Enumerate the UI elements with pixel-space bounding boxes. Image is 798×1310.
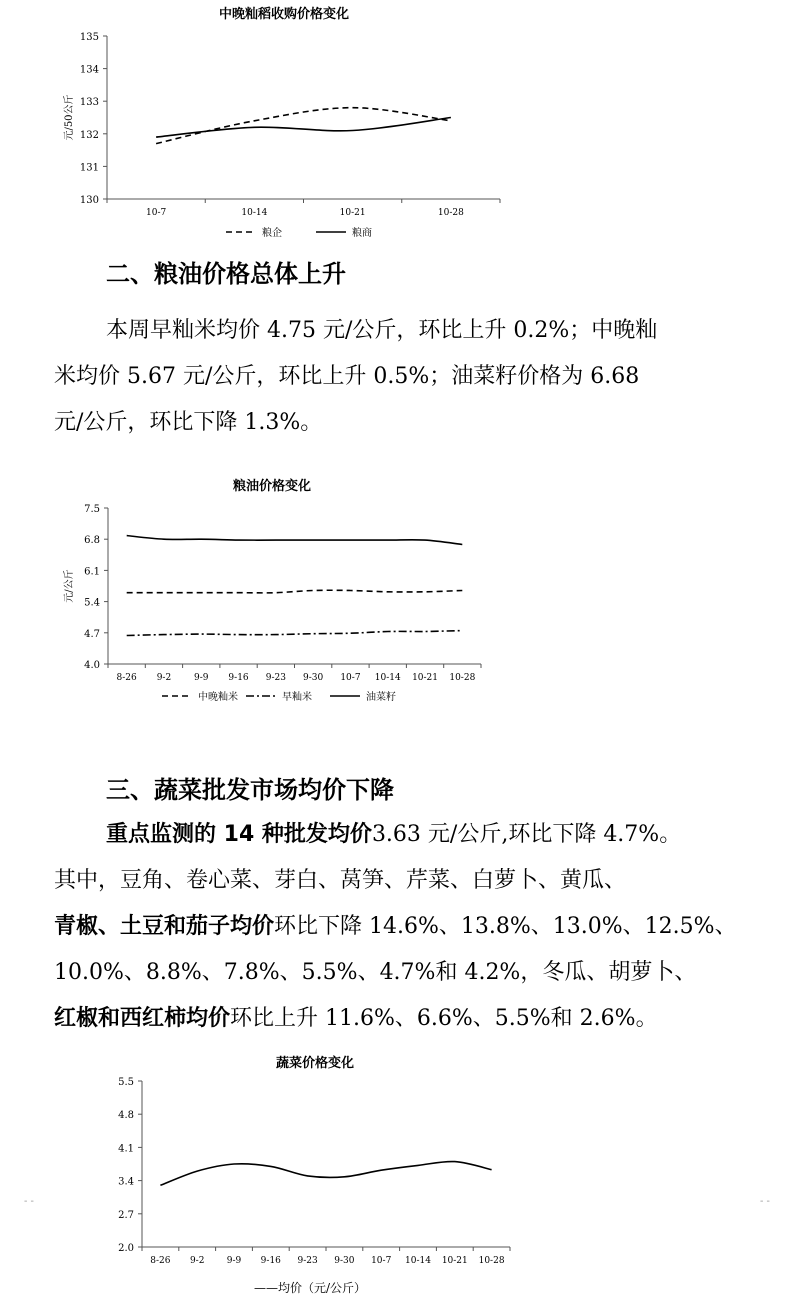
x-tick-label: 10-21 [339, 208, 366, 218]
plain-phrase: 3.63 元/公斤,环比下降 4.7%。 [371, 822, 682, 847]
y-tick-label: 130 [79, 195, 99, 206]
x-tick-label: 10-7 [340, 673, 361, 683]
y-tick-label: 2.0 [118, 1243, 134, 1254]
x-tick-label: 10-14 [241, 208, 268, 218]
x-tick-label: 9-30 [334, 1256, 355, 1266]
vegetable-paragraph [54, 812, 774, 1042]
x-tick-label: 9-9 [194, 673, 209, 683]
bold-phrase: 红椒和西红柿均价 [54, 1006, 231, 1031]
paragraph-line: 10.0%、8.8%、7.8%、5.5%、4.7%和 4.2%，冬瓜、胡萝卜、 [54, 960, 697, 985]
section-heading-grain-oil: 二、粮油价格总体上升 [106, 260, 346, 288]
y-tick-label: 135 [79, 32, 99, 43]
y-tick-label: 4.1 [118, 1143, 134, 1155]
chart-title: 中晚籼稻收购价格变化 [218, 7, 350, 22]
y-tick-label: 4.0 [84, 660, 100, 671]
grain-oil-paragraph [54, 308, 774, 446]
legend-label: 粮商 [352, 228, 372, 239]
chart-title: 蔬菜价格变化 [275, 1056, 355, 1071]
x-tick-label: 9-16 [228, 673, 249, 683]
y-axis-label: 元/50公斤 [64, 94, 75, 141]
x-tick-label: 9-30 [303, 673, 324, 683]
x-tick-label: 10-28 [437, 208, 464, 218]
paragraph-line [54, 996, 774, 1042]
x-tick-label: 9-2 [156, 673, 172, 683]
plain-phrase: 环比下降 14.6%、13.8%、13.0%、12.5%、 [274, 914, 737, 939]
paragraph-line: 米均价 5.67 元/公斤，环比上升 0.5%；油菜籽价格为 6.68 [54, 364, 640, 389]
plain-phrase: 环比上升 11.6%、6.6%、5.5%和 2.6%。 [230, 1006, 658, 1031]
y-tick-label: 5.5 [118, 1077, 134, 1088]
y-tick-label: 4.7 [84, 628, 100, 640]
page-edge-mark: - - [760, 1196, 770, 1207]
y-tick-label: 5.4 [84, 597, 100, 609]
legend-label: 油菜籽 [366, 692, 396, 703]
paragraph-line: 元/公斤，环比下降 1.3%。 [54, 410, 323, 435]
x-tick-label: 10-7 [371, 1256, 392, 1266]
x-tick-label: 9-2 [189, 1256, 205, 1266]
x-tick-label: 8-26 [116, 673, 137, 683]
x-tick-label: 10-28 [449, 673, 476, 683]
x-tick-label: 10-28 [478, 1256, 505, 1266]
y-tick-label: 131 [79, 162, 99, 174]
legend-label: 中晚籼米 [198, 692, 238, 703]
section-heading-vegetable: 三、蔬菜批发市场均价下降 [106, 776, 394, 804]
legend-label: 粮企 [262, 228, 282, 239]
y-axis-label: 元/公斤 [64, 569, 75, 603]
paragraph-line [54, 904, 774, 950]
y-tick-label: 6.1 [84, 566, 100, 578]
y-tick-label: 2.7 [118, 1209, 134, 1221]
paragraph-line: 本周早籼米均价 4.75 元/公斤，环比上升 0.2%；中晚籼 [106, 318, 658, 343]
x-tick-label: 10-14 [405, 1256, 431, 1266]
x-tick-label: 8-26 [150, 1256, 171, 1266]
x-tick-label: 9-23 [265, 673, 286, 683]
bold-phrase: 重点监测的 14 种批发均价 [106, 822, 372, 847]
y-tick-label: 132 [79, 129, 99, 141]
x-tick-label: 9-23 [297, 1256, 318, 1266]
x-tick-label: 9-9 [226, 1256, 242, 1266]
legend-label: ——均价（元/公斤） [253, 1281, 367, 1295]
legend-label: 早籼米 [282, 692, 312, 703]
page-edge-mark: - - [24, 1196, 34, 1207]
paragraph-line: 其中，豆角、卷心菜、芽白、莴笋、芹菜、白萝卜、黄瓜、 [54, 868, 627, 893]
bold-phrase: 青椒、土豆和茄子均价 [54, 914, 275, 939]
chart-title: 粮油价格变化 [232, 479, 312, 494]
x-tick-label: 10-21 [412, 673, 439, 683]
y-tick-label: 133 [79, 97, 99, 109]
series-line-solid [160, 1161, 491, 1185]
x-tick-label: 10-14 [374, 673, 401, 683]
y-tick-label: 3.4 [118, 1176, 134, 1188]
x-tick-label: 10-21 [441, 1256, 468, 1266]
paragraph-line [54, 812, 774, 858]
y-tick-label: 4.8 [118, 1110, 134, 1122]
y-tick-label: 134 [79, 64, 99, 76]
y-tick-label: 6.8 [84, 535, 100, 547]
x-tick-label: 10-7 [146, 208, 167, 218]
x-tick-label: 9-16 [260, 1256, 281, 1266]
y-tick-label: 7.5 [84, 504, 100, 515]
